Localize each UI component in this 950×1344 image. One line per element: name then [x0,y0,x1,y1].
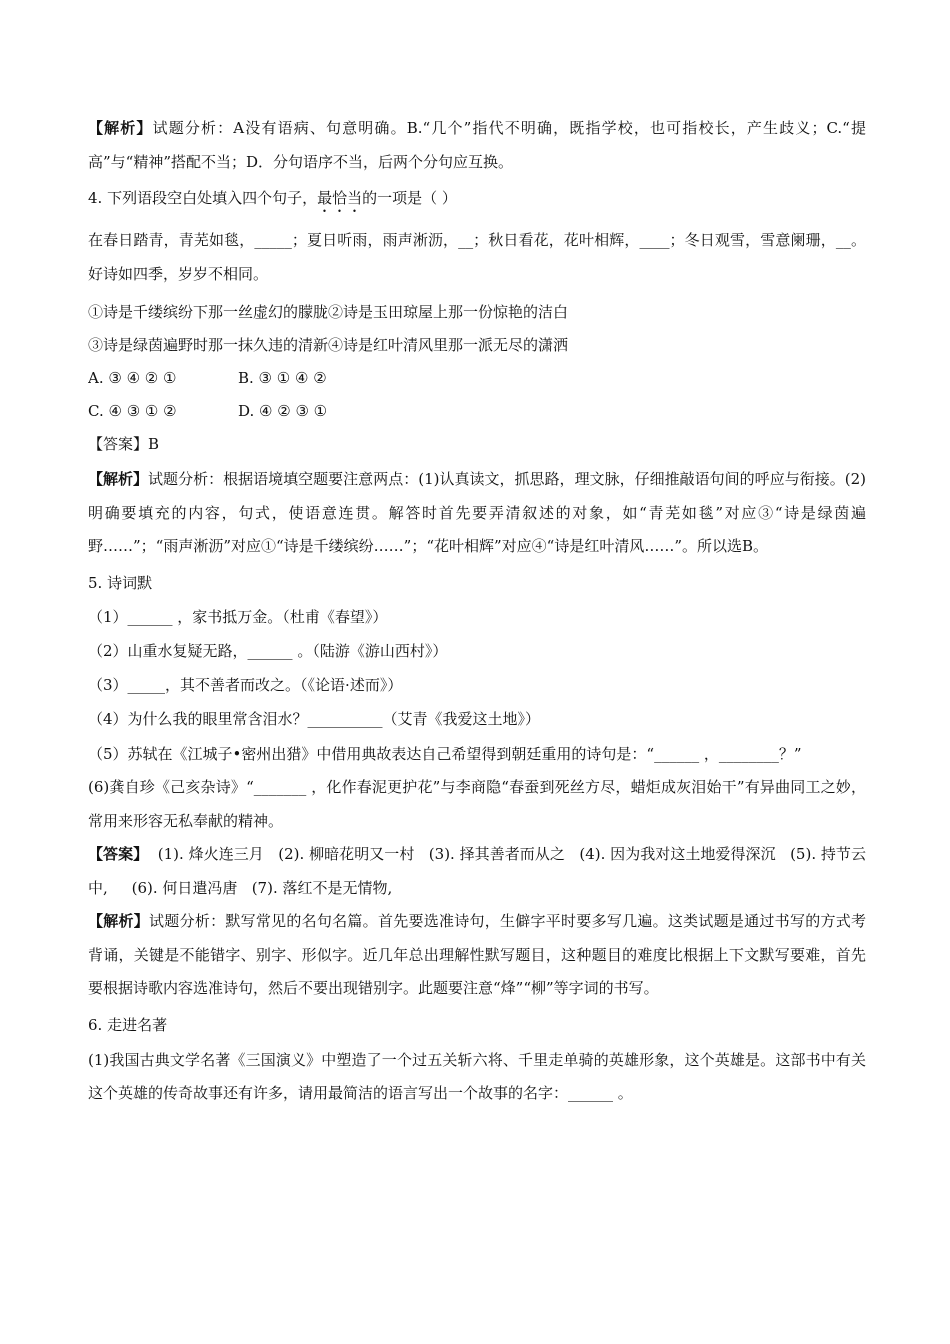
q4-options-ab [88,367,866,389]
q4-answer: 【答案】B [88,435,160,453]
option-b: B. ③ ① ④ ② [238,369,327,387]
q6-title: 6. 走进名著 [88,1015,168,1034]
q5-item-3: （3）_____，其不善者而改之。（《论语·述而》） [88,675,403,694]
option-d: D. ④ ② ③ ① [238,402,328,420]
q4-stem-start: 4. 下列语段空白处填入四个句子， [88,189,318,207]
q4-passage: 在春日踏青，青芜如毯，_____；夏日听雨，雨声淅沥，__；秋日看花，花叶相辉，____；冬日观雪，雪意阑珊，__。好诗如四季，岁岁不相同。 [88,231,866,283]
q3-analysis [88,112,866,179]
analysis-label: 【解析】 [88,470,149,488]
q4-analysis [88,463,866,564]
q4-sentences-1: ①诗是千缕缤纷下那一丝虚幻的朦胧②诗是玉田琼屋上那一份惊艳的洁白 [88,303,569,321]
q4-sentences-2: ③诗是绿茵遍野时那一抹久违的清新④诗是红叶清风里那一派无尽的潇洒 [88,336,569,354]
analysis-text: 试题分析：根据语境填空题要注意两点：(1)认真读文，抓思路，理文脉，仔细推敲语句间的呼应与衔接。(2)明确要填充的内容，句式，使语意连贯。解答时首先要弄清叙述的对象，如“青芜如毯”对应③“诗是绿茵遍野……”；“雨声淅沥”对应①“诗是千缕缤纷……”；“花叶相辉”对应④“诗是红叶清风……”。所以选B。 [88,470,866,555]
answer-label: 【答案】 [88,845,149,863]
q4-stem-end: 的一项是（ ） [362,189,457,207]
q5-item-5: （5）苏轼在《江城子•密州出猎》中借用典故表达自己希望得到朝廷重用的诗句是：“______ ，________？” [88,744,802,763]
q4-stem-emphasis: 最恰当 [317,189,363,207]
q5-item-2: （2）山重水复疑无路，______ 。（陆游《游山西村》） [88,641,448,660]
q5-answer [88,838,866,905]
document-page [88,112,866,1111]
analysis-text: 试题分析：默写常见的名句名篇。首先要选准诗句，生僻字平时要多写几遍。这类试题是通过书写的方式考背诵，关键是不能错字、别字、形似字。近几年总出理解性默写题目，这种题目的难度比根据上下文默写要难，首先要根据诗歌内容选准诗句，然后不要出现错别字。此题要注意“烽”“柳”等字词的书写。 [88,912,866,997]
q5-analysis [88,905,866,1006]
analysis-label: 【解析】 [88,912,150,930]
option-c: C. ④ ③ ① ② [88,402,177,420]
q5-item-4: （4）为什么我的眼里常含泪水？__________（艾青《我爱这土地》） [88,709,541,728]
q5-title: 5. 诗词默 [88,573,153,592]
q5-item-1: （1）______ ，家书抵万金。（杜甫《春望》） [88,607,388,626]
analysis-text: 试题分析：A没有语病、句意明确。B.“几个”指代不明确，既指学校，也可指校长，产生歧义；C.“提高”与“精神”搭配不当；D．分句语序不当，后两个分句应互换。 [88,119,866,171]
q4-options-cd [88,400,866,422]
q5-item-6: (6)龚自珍《己亥杂诗》“_______ ，化作春泥更护花”与李商隐“春蚕到死丝方尽，蜡炬成灰泪始干”有异曲同工之妙，常用来形容无私奉献的精神。 [88,778,866,830]
option-a: A. ③ ④ ② ① [88,369,177,387]
q4-stem [88,187,866,216]
analysis-label: 【解析】 [88,119,153,137]
answer-text: (1). 烽火连三月 (2). 柳暗花明又一村 (3). 择其善者而从之 (4). 因为我对这土地爱得深沉 (5). 持节云中, (6). 何日遣冯唐 (7). 落红不是无情物, [88,845,866,897]
q6-item-1: (1)我国古典文学名著《三国演义》中塑造了一个过五关斩六将、千里走单骑的英雄形象，这个英雄是。这部书中有关这个英雄的传奇故事还有许多，请用最简洁的语言写出一个故事的名字：______ 。 [88,1050,866,1102]
